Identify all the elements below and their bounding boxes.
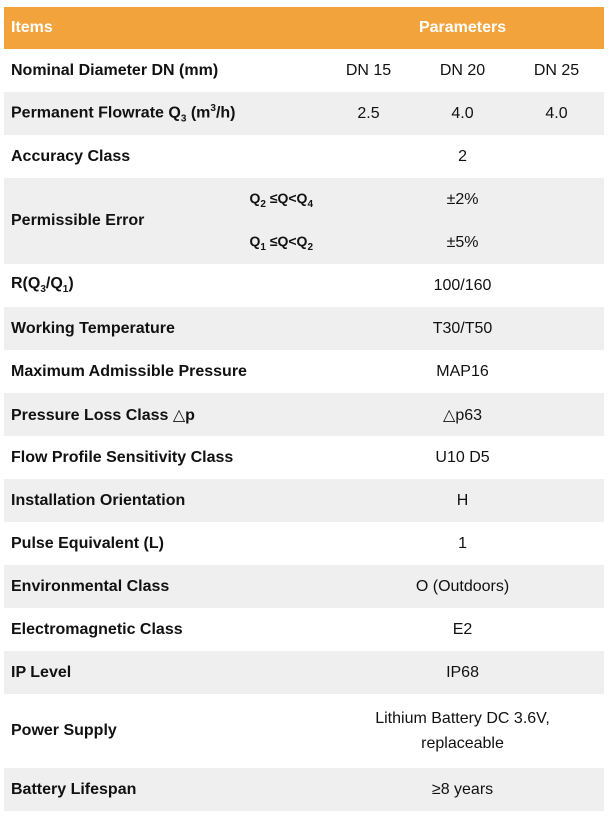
row-ratio: [4, 264, 604, 307]
permissible-error-value-1: ±2%: [321, 178, 604, 221]
header-items: Items: [4, 7, 321, 49]
power-supply-line-2: replaceable: [421, 735, 504, 752]
max-pressure-value: MAP16: [436, 362, 489, 380]
environmental-class-value: O (Outdoors): [321, 565, 604, 608]
permissible-error-label: Permissible Error: [4, 178, 179, 264]
row-environmental-class: [4, 565, 604, 608]
ratio-value: 100/160: [433, 276, 492, 294]
spec-table: [4, 7, 604, 811]
dn25-value: DN 25: [533, 61, 580, 79]
row-nominal-diameter: [4, 49, 604, 92]
accuracy-class-label: Accuracy Class: [11, 147, 131, 165]
pulse-equivalent-value: 1: [458, 534, 467, 552]
power-supply-value: [321, 694, 604, 768]
flow-profile-value: U10 D5: [435, 448, 490, 466]
pressure-loss-label: Pressure Loss Class △p: [4, 393, 321, 436]
row-flow-profile: [4, 436, 604, 479]
spec-table-container: [4, 7, 604, 811]
row-accuracy-class: [4, 135, 604, 178]
dn15-value: DN 15: [345, 61, 392, 79]
electromagnetic-class-value: E2: [452, 620, 473, 638]
permissible-error-value-2: ±5%: [321, 221, 604, 264]
row-battery-lifespan: [4, 768, 604, 811]
row-installation-orientation: [4, 479, 604, 522]
working-temperature-label: Working Temperature: [4, 307, 321, 350]
permanent-flowrate-label: Permanent Flowrate $Q_3$ $(m^3/h)$: [4, 92, 321, 135]
nominal-diameter-label: Nominal Diameter DN (mm): [11, 61, 219, 79]
flowrate-dn20: 4.0: [416, 92, 509, 135]
installation-orientation-label: Installation Orientation: [4, 479, 321, 522]
header-row: [4, 7, 604, 49]
header-parameters: Parameters: [321, 7, 604, 49]
pressure-loss-value: △p63: [321, 393, 604, 436]
permissible-error-cond-1: $Q_2 \le Q<Q_4$: [179, 178, 321, 221]
row-permanent-flowrate: [4, 92, 604, 135]
row-electromagnetic-class: [4, 608, 604, 651]
flowrate-dn25: 4.0: [509, 92, 604, 135]
row-power-supply: [4, 694, 604, 768]
row-pulse-equivalent: [4, 522, 604, 565]
max-pressure-label: Maximum Admissible Pressure: [11, 362, 247, 380]
electromagnetic-class-label: Electromagnetic Class: [11, 620, 183, 638]
power-supply-label: Power Supply: [11, 722, 117, 739]
row-max-pressure: [4, 350, 604, 393]
environmental-class-label: Environmental Class: [4, 565, 321, 608]
battery-lifespan-label: Battery Lifespan: [4, 768, 321, 811]
battery-lifespan-value: ≥8 years: [321, 768, 604, 811]
ip-level-label: IP Level: [4, 651, 321, 694]
dn20-value: DN 20: [439, 61, 486, 79]
row-permissible-error-1: [4, 178, 604, 221]
ip-level-value: IP68: [321, 651, 604, 694]
accuracy-class-value: 2: [458, 147, 467, 165]
pulse-equivalent-label: Pulse Equivalent (L): [11, 534, 164, 552]
power-supply-line-1: Lithium Battery DC 3.6V,: [375, 710, 550, 727]
flowrate-dn15: 2.5: [321, 92, 416, 135]
row-ip-level: [4, 651, 604, 694]
flow-profile-label: Flow Profile Sensitivity Class: [11, 448, 234, 466]
ratio-label: $R(Q_3/Q_1)$: [11, 275, 74, 296]
working-temperature-value: T30/T50: [321, 307, 604, 350]
permissible-error-cond-2: $Q_1 \le Q<Q_2$: [179, 221, 321, 264]
row-pressure-loss: [4, 393, 604, 436]
installation-orientation-value: H: [321, 479, 604, 522]
row-working-temperature: [4, 307, 604, 350]
